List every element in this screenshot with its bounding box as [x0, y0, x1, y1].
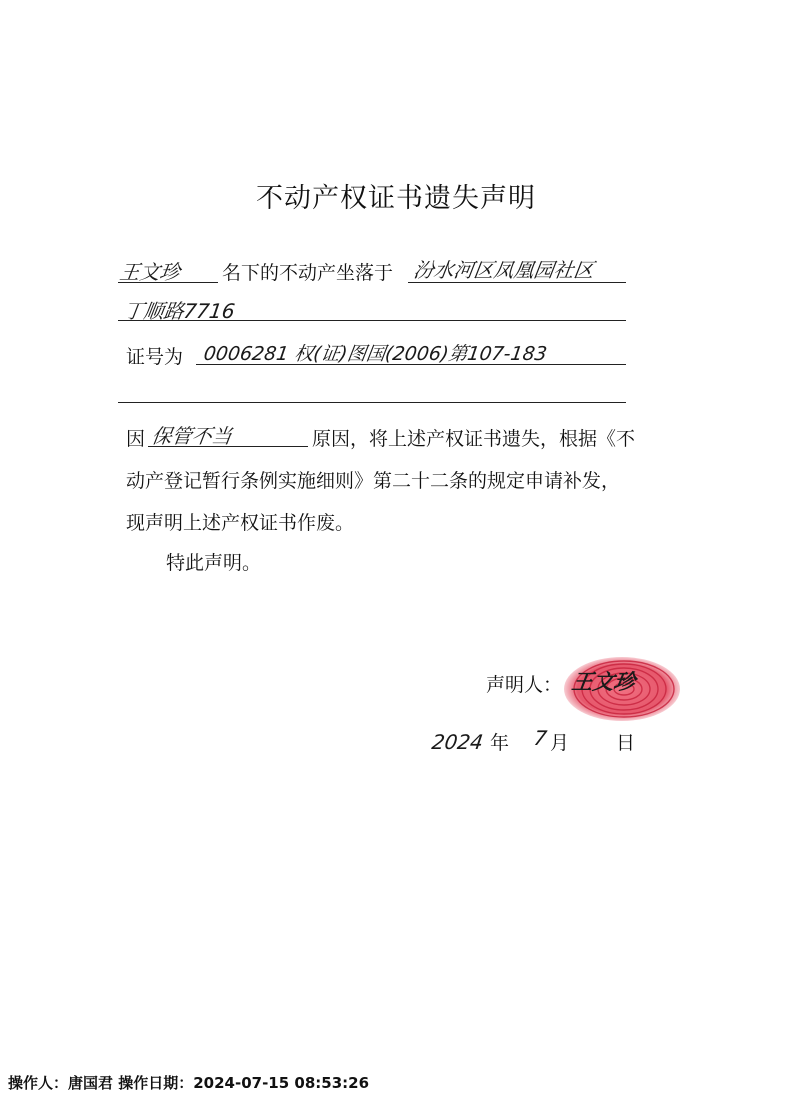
paragraph-line-2: 动产登记暂行条例实施细则》第二十二条的规定申请补发， [126, 470, 621, 492]
reason-prefix: 因 [126, 428, 146, 450]
date-year-unit: 年 [490, 732, 510, 754]
date-month-unit: 月 [550, 732, 570, 754]
owner-name-underline [118, 282, 218, 283]
owner-name-handwritten: 王文珍 [118, 260, 182, 284]
declarant-signature: 王文珍 [570, 670, 637, 694]
declarant-label: 声明人： [486, 674, 563, 696]
blank-underline [118, 402, 626, 403]
closing-text: 特此声明。 [166, 552, 262, 574]
date-day-unit: 日 [616, 732, 636, 754]
reason-underline [148, 446, 308, 447]
date-month-handwritten: 7 [532, 726, 549, 750]
date-year-handwritten: 2024 [430, 730, 485, 754]
cert-number-label: 证号为 [126, 346, 184, 368]
location-label: 名下的不动产坐落于 [222, 262, 394, 284]
location-handwritten-part1: 汾水河区凤凰园社区 [412, 258, 596, 282]
location-underline-2 [118, 320, 626, 321]
cert-number-handwritten: 0006281 权(证)图国(2006)第107-183 [202, 343, 549, 365]
reason-handwritten: 保管不当 [150, 424, 234, 448]
cert-number-underline [196, 364, 626, 365]
location-underline-1 [408, 282, 626, 283]
location-handwritten-part2: 丁顺路7716 [122, 299, 237, 323]
operator-footer: 操作人：唐国君 操作日期：2024-07-15 08:53:26 [8, 1074, 370, 1092]
document-title: 不动产权证书遗失声明 [256, 183, 536, 214]
reason-text: 原因，将上述产权证书遗失，根据《不 [312, 428, 636, 450]
paragraph-line-3: 现声明上述产权证书作废。 [126, 512, 355, 534]
